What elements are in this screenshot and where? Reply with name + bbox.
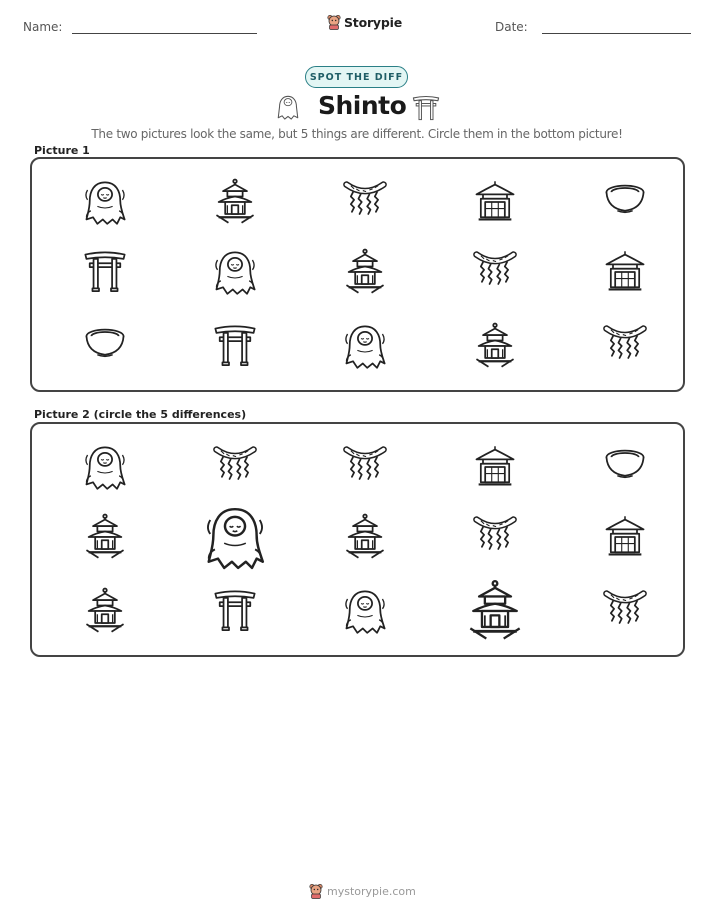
shrine-pagoda-icon — [213, 178, 257, 226]
picture2-item[interactable] — [62, 502, 147, 572]
picture1-item[interactable] — [452, 311, 537, 381]
picture2-item[interactable] — [192, 432, 277, 502]
shrine-hall-icon — [603, 248, 647, 296]
picture1-item[interactable] — [452, 237, 537, 307]
picture1-item[interactable] — [192, 237, 277, 307]
ghost-icon — [275, 93, 301, 128]
torii-gate-icon — [213, 322, 257, 370]
torii-gate-icon — [83, 248, 127, 296]
bear-mascot-icon — [309, 883, 323, 899]
torii-gate-icon — [213, 587, 257, 635]
picture1-item[interactable] — [582, 311, 667, 381]
picture1-label: Picture 1 — [34, 144, 90, 157]
shrine-pagoda-icon — [473, 322, 517, 370]
picture1-item[interactable] — [62, 167, 147, 237]
shrine-hall-icon — [473, 178, 517, 226]
shrine-pagoda-icon — [343, 248, 387, 296]
offering-bowl-icon — [603, 178, 647, 226]
shrine-pagoda-icon — [83, 587, 127, 635]
brand-logo — [327, 14, 402, 30]
picture1-item[interactable] — [582, 237, 667, 307]
picture2-item[interactable] — [192, 502, 277, 572]
picture1-item[interactable] — [582, 167, 667, 237]
shrine-hall-icon — [603, 513, 647, 561]
name-label: Name: — [23, 20, 63, 34]
picture1-item[interactable] — [322, 237, 407, 307]
offering-bowl-icon — [83, 322, 127, 370]
footer-url[interactable]: mystorypie.com — [327, 884, 416, 898]
picture2-item[interactable] — [452, 502, 537, 572]
picture2-item[interactable] — [322, 576, 407, 646]
date-line[interactable] — [542, 33, 691, 34]
picture2-item[interactable] — [452, 432, 537, 502]
ghost-icon — [343, 587, 387, 635]
footer — [309, 883, 416, 899]
picture1-item[interactable] — [322, 311, 407, 381]
shimenawa-rope-icon — [343, 443, 387, 491]
picture2-panel[interactable] — [30, 422, 685, 657]
picture2-item[interactable] — [62, 432, 147, 502]
shrine-hall-icon — [473, 443, 517, 491]
picture2-item[interactable] — [192, 576, 277, 646]
brand-name: Storypie — [344, 14, 402, 30]
offering-bowl-icon — [603, 443, 647, 491]
picture2-item[interactable] — [582, 502, 667, 572]
spot-the-diff-badge: SPOT THE DIFF — [305, 66, 408, 88]
ghost-icon — [343, 322, 387, 370]
ghost-icon — [204, 503, 266, 571]
ghost-icon — [83, 443, 127, 491]
picture2-item[interactable] — [322, 432, 407, 502]
picture2-item[interactable] — [582, 576, 667, 646]
picture1-item[interactable] — [62, 237, 147, 307]
picture1-panel[interactable] — [30, 157, 685, 392]
picture1-item[interactable] — [192, 167, 277, 237]
picture2-item[interactable] — [322, 502, 407, 572]
shimenawa-rope-icon — [603, 322, 647, 370]
shimenawa-rope-icon — [343, 178, 387, 226]
picture1-item[interactable] — [62, 311, 147, 381]
picture2-item[interactable] — [62, 576, 147, 646]
picture2-label: Picture 2 (circle the 5 differences) — [34, 408, 247, 421]
shimenawa-rope-icon — [473, 248, 517, 296]
ghost-icon — [83, 178, 127, 226]
shrine-pagoda-icon — [466, 579, 524, 643]
instructions: The two pictures look the same, but 5 things are different. Circle them in the bottom picture! — [91, 127, 623, 141]
shrine-pagoda-icon — [83, 513, 127, 561]
picture1-item[interactable] — [452, 167, 537, 237]
picture1-item[interactable] — [322, 167, 407, 237]
picture2-item[interactable] — [582, 432, 667, 502]
picture2-item[interactable] — [452, 576, 537, 646]
ghost-icon — [213, 248, 257, 296]
page-title: Shinto — [318, 91, 407, 120]
shimenawa-rope-icon — [473, 513, 517, 561]
bear-mascot-icon — [327, 14, 341, 30]
shimenawa-rope-icon — [213, 443, 257, 491]
picture1-item[interactable] — [192, 311, 277, 381]
torii-gate-icon — [411, 93, 441, 126]
shimenawa-rope-icon — [603, 587, 647, 635]
name-line[interactable] — [72, 33, 257, 34]
date-label: Date: — [495, 20, 528, 34]
shrine-pagoda-icon — [343, 513, 387, 561]
